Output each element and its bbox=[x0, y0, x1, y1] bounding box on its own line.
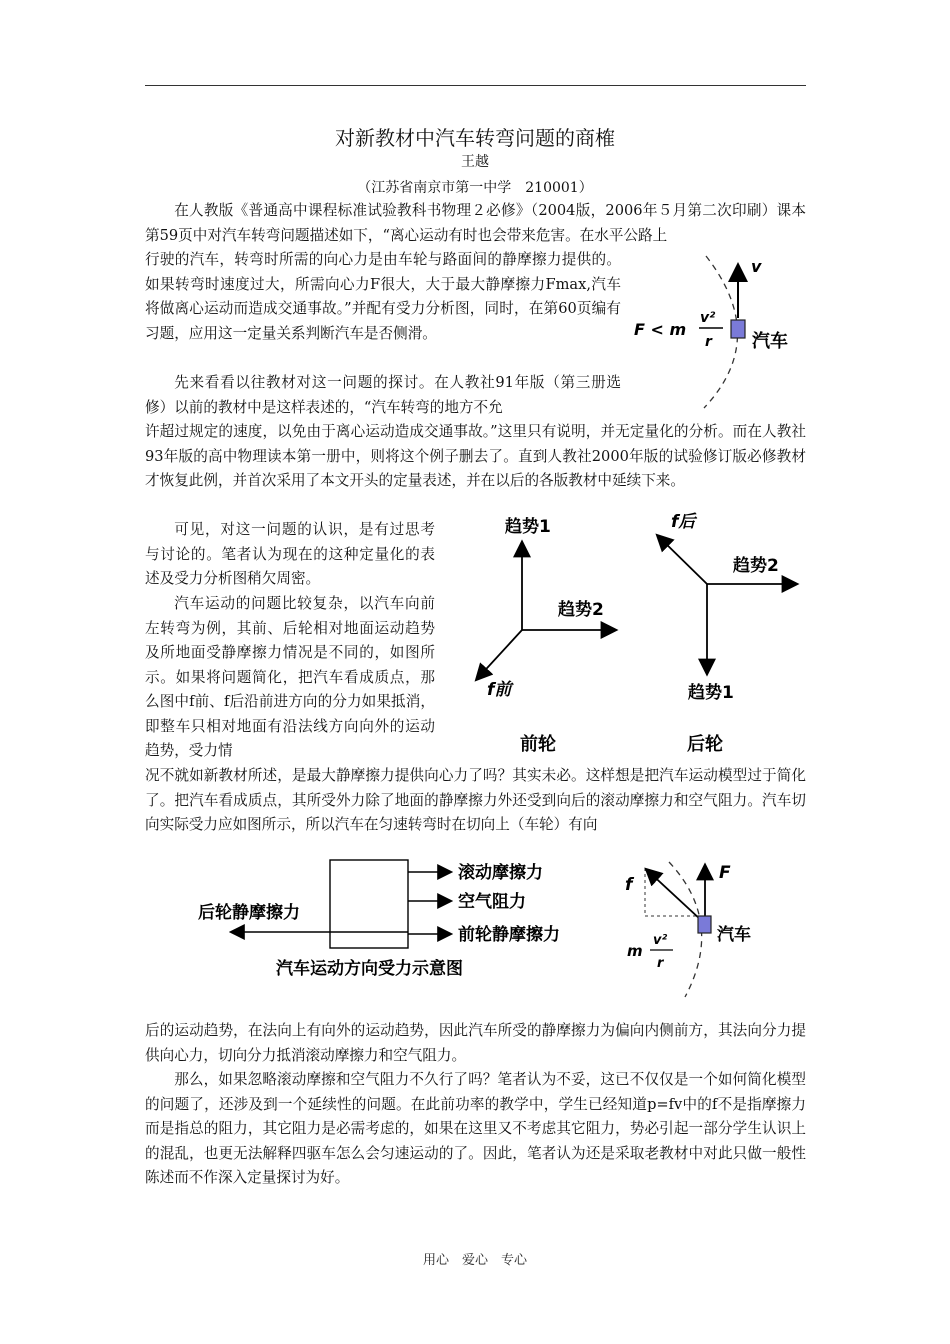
header-rule bbox=[145, 85, 806, 86]
friction-arrow bbox=[647, 870, 701, 920]
front-trend1-label: 趋势1 bbox=[505, 517, 551, 537]
rear-trend1-label: 趋势1 bbox=[688, 683, 734, 703]
friction-decomposition-figure bbox=[615, 852, 785, 1000]
paragraph-2a: 先来看看以往教材对这一问题的探讨。在人教社91年版（第三册选修）以前的教材中是这样表述的，“汽车转弯的地方不允 bbox=[145, 374, 621, 416]
paragraph-6: 那么，如果忽略滚动摩擦和空气阻力不久行了吗？笔者认为不妥，这已不仅仅是一个如何简化模型的问题了，还涉及到一个延续性的问题。在此前功率的教学中，学生已经知道p=fv中的f不是指摩擦力而是指总的阻力，其它阻力是必需考虑的，如果在这里又不考虑其它阻力，势必引起一部分学生认识上的混乱，也更无法解释四驱车怎么会匀速运动的了。因此，笔者认为还是采取老教材中对此只做一般性陈述而不作深入定量探讨为好。 bbox=[145, 1071, 806, 1186]
denominator-label: r bbox=[657, 956, 664, 971]
tangential-force-figure bbox=[190, 852, 610, 987]
page-footer: 用心 爱心 专心 bbox=[422, 1253, 527, 1268]
wheel-trends-figure bbox=[465, 505, 805, 760]
car-block bbox=[731, 320, 745, 338]
paragraph-3: 可见，对这一问题的认识，是有过思考与讨论的。笔者认为现在的这种定量化的表述及受力分析图稍欠周密。 bbox=[145, 521, 435, 587]
paragraph-5: 后的运动趋势，在法向上有向外的运动趋势，因此汽车所受的静摩擦力为偏向内侧前方，其法向分力提供向心力，切向分力抵消滚动摩擦力和空气阻力。 bbox=[145, 1022, 806, 1064]
author: 王越 bbox=[461, 154, 489, 170]
paragraph-4b: 况不就如新教材所述，是最大静摩擦力提供向心力了吗？其实未必。这样想是把汽车运动模型过于简化了。把汽车看成质点，其所受外力除了地面的静摩擦力外还受到向后的滚动摩擦力和空气阻力。汽车切向实际受力应如图所示，所以汽车在匀速转弯时在切向上（车轮）有向 bbox=[145, 767, 806, 833]
paragraph-2b: 许超过规定的速度，以免由于离心运动造成交通事故。”这里只有说明，并无定量化的分析。而在人教社93年版的高中物理读本第一册中，则将这个例子删去了。直到人教社2000年版的试验修订版必修教材才恢复此例，并首次采用了本文开头的定量表述，并在以后的各版教材中延续下来。 bbox=[145, 423, 806, 489]
turning-car-figure bbox=[630, 248, 810, 418]
rolling-friction-label: 滚动摩擦力 bbox=[458, 863, 543, 883]
f-label: f bbox=[625, 875, 633, 895]
front-wheel-caption: 前轮 bbox=[520, 734, 556, 755]
paragraph-1b: 行驶的汽车，转弯时所需的向心力是由车轮与路面间的静摩擦力提供的。如果转弯时速度过大，所需向心力F很大，大于最大静摩擦力Fmax,汽车将做离心运动而造成交通事故。”并配有受力分析图，同时，在第60页编有习题，应用这一定量关系判断汽车是否侧滑。 bbox=[145, 251, 621, 342]
rear-static-friction-label: 后轮静摩擦力 bbox=[198, 903, 300, 923]
car-box bbox=[330, 860, 408, 948]
paper-title: 对新教材中汽车转弯问题的商榷 bbox=[335, 126, 615, 150]
numerator-label: v² bbox=[700, 310, 716, 326]
front-force-arrow bbox=[477, 630, 522, 679]
rear-trend2-label: 趋势2 bbox=[733, 556, 779, 576]
inequality-label: F < m bbox=[634, 320, 687, 339]
m-label: m bbox=[627, 942, 643, 960]
figure3-caption: 汽车运动方向受力示意图 bbox=[276, 959, 463, 979]
air-resistance-label: 空气阻力 bbox=[458, 892, 526, 912]
car-label: 汽车 bbox=[752, 331, 788, 352]
car-label: 汽车 bbox=[717, 925, 751, 945]
rear-force-arrow bbox=[658, 536, 707, 584]
front-static-friction-label: 前轮静摩擦力 bbox=[458, 925, 560, 945]
velocity-label: v bbox=[751, 257, 762, 276]
turning-path bbox=[669, 862, 702, 997]
paragraph-1a: 在人教版《普通高中课程标准试验教科书物理２必修》（2004版，2006年５月第二次印刷）课本第59页中对汽车转弯问题描述如下，“离心运动有时也会带来危害。在水平公路上 bbox=[145, 202, 806, 244]
F-label: F bbox=[719, 863, 731, 883]
affiliation: （江苏省南京市第一中学 210001） bbox=[357, 180, 593, 196]
rear-wheel-caption: 后轮 bbox=[687, 734, 723, 755]
front-trend2-label: 趋势2 bbox=[558, 600, 604, 620]
numerator-label: v² bbox=[653, 933, 668, 948]
car-block bbox=[698, 916, 711, 933]
front-force-label: f前 bbox=[487, 680, 512, 700]
rear-force-label: f后 bbox=[671, 512, 696, 532]
paragraph-4a: 汽车运动的问题比较复杂，以汽车向前左转弯为例，其前、后轮相对地面运动趋势及所地面受静摩擦力情况是不同的，如图所示。如果将问题简化，把汽车看成质点，那么图中f前、f后沿前进方向的分力如果抵消，即整车只相对地面有沿法线方向向外的运动趋势，受力情 bbox=[145, 595, 435, 759]
denominator-label: r bbox=[705, 334, 712, 350]
